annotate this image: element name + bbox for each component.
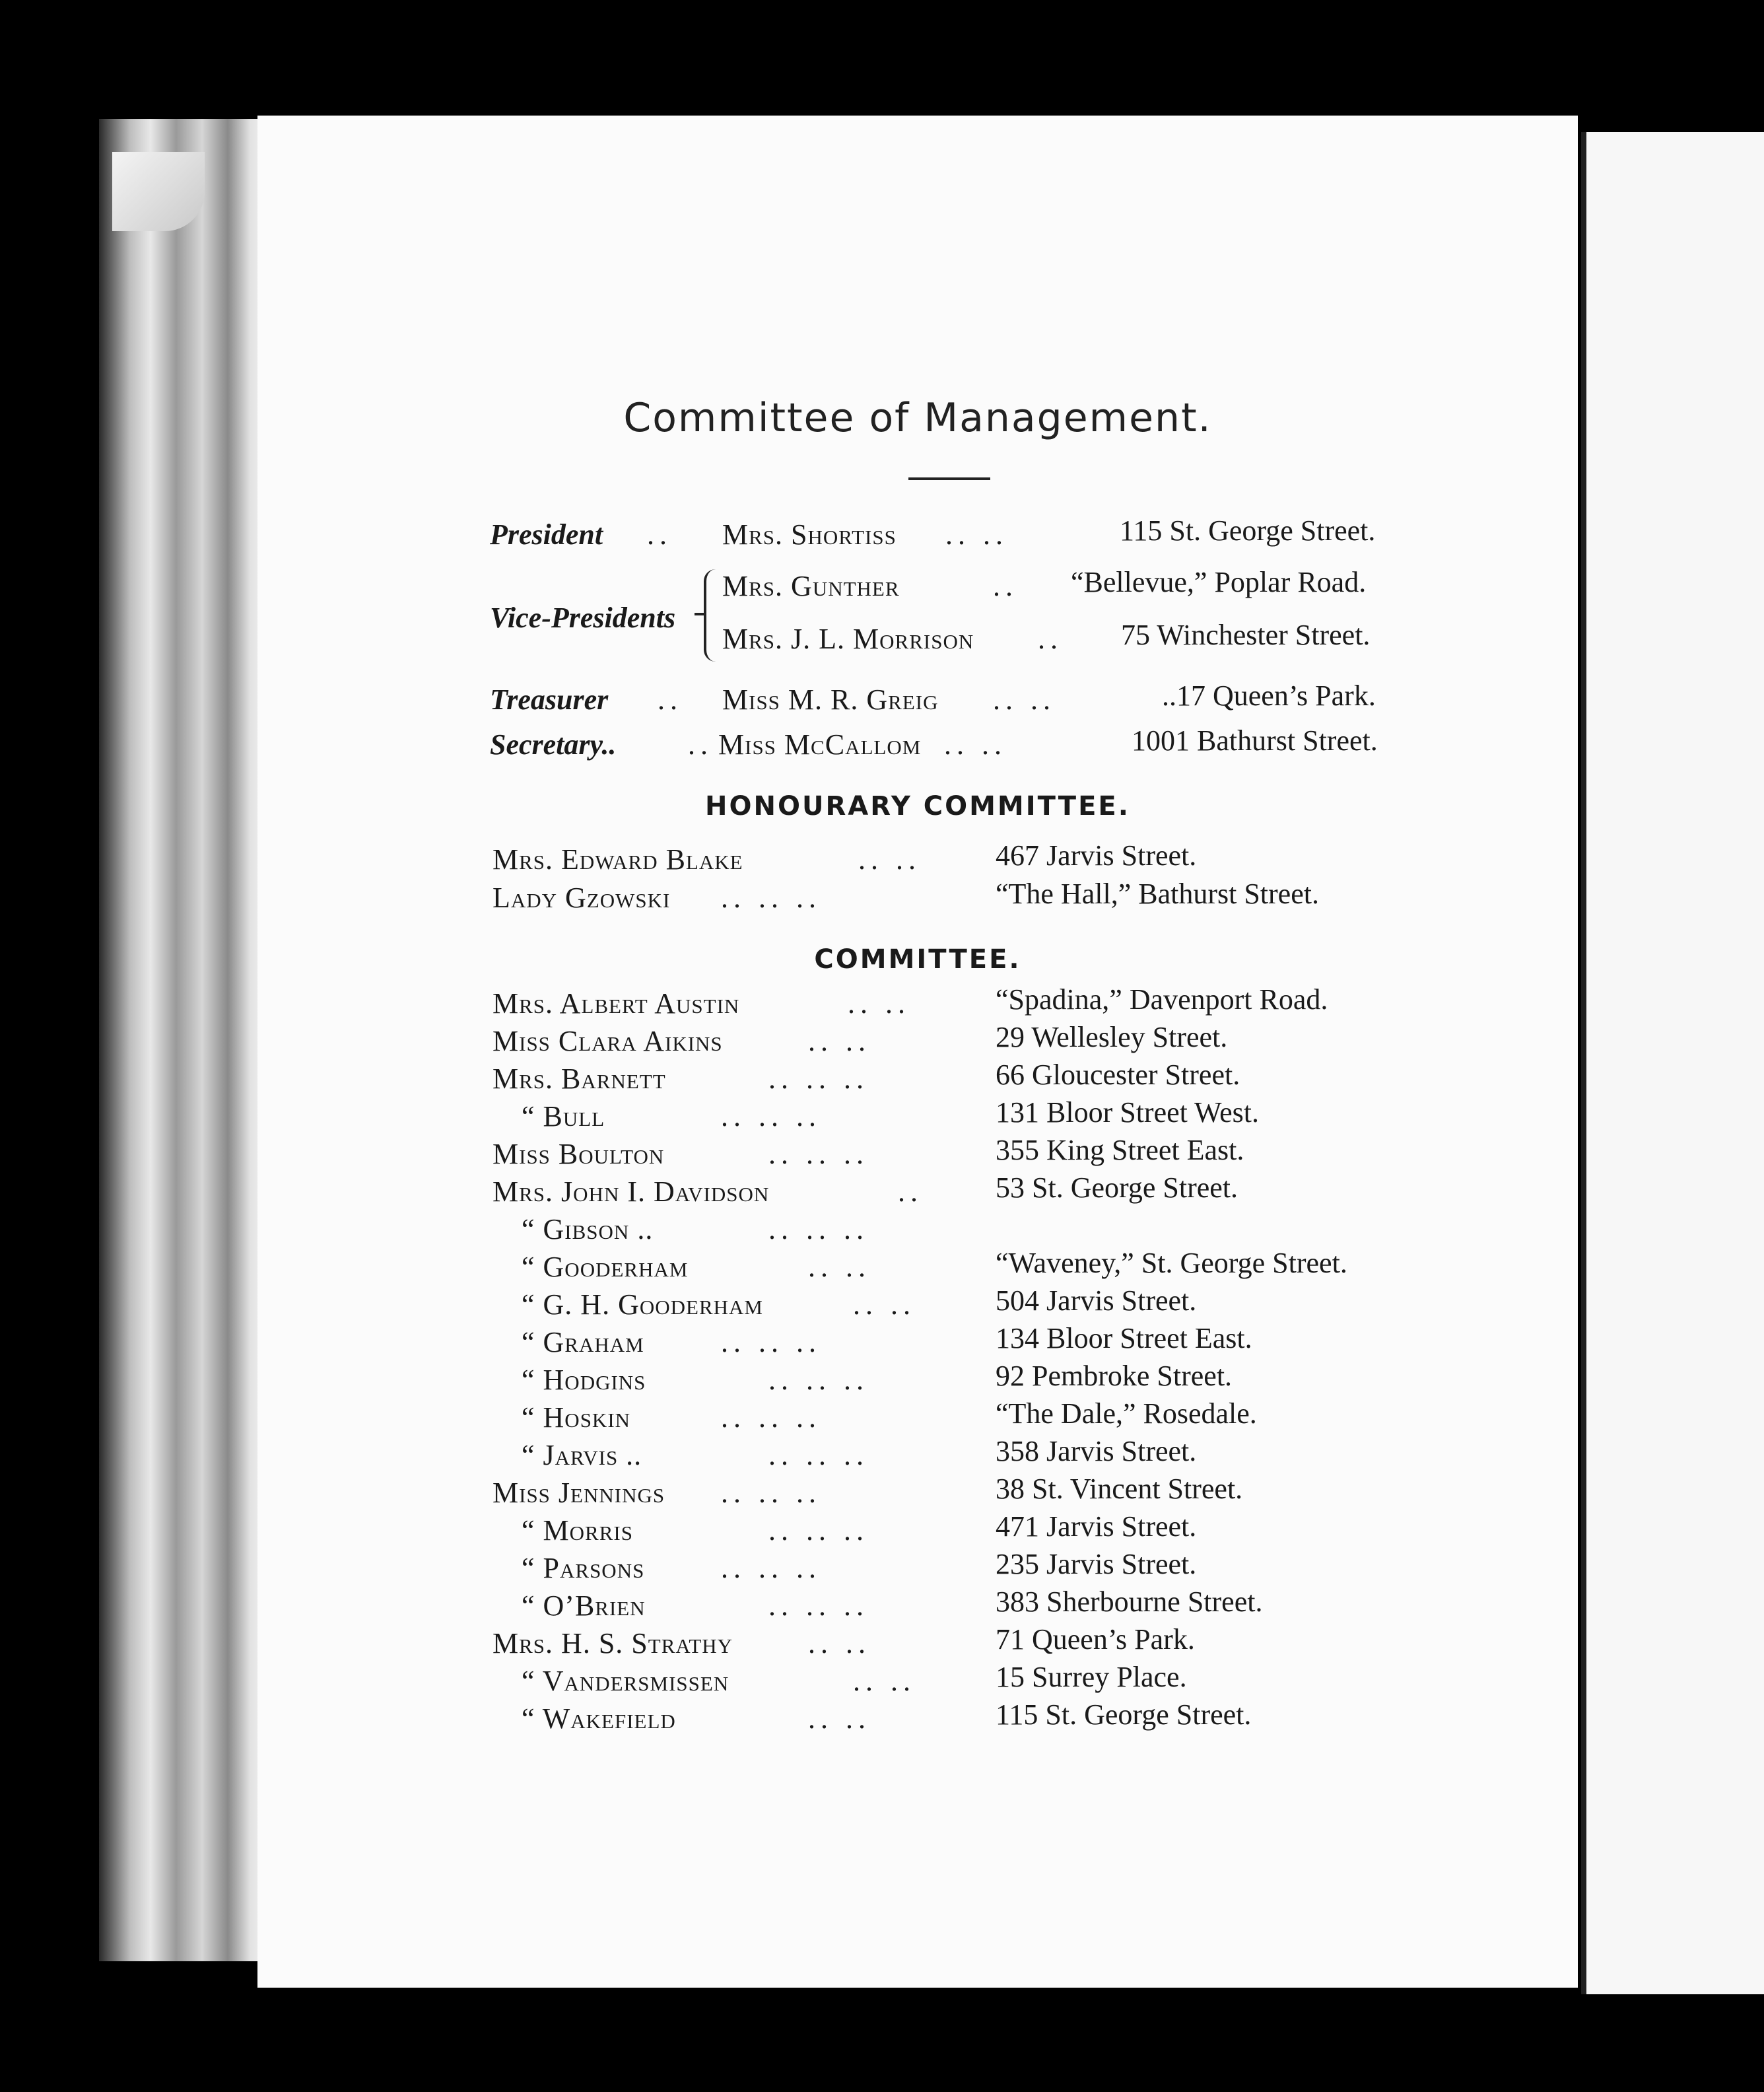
officer-dots: .. bbox=[993, 570, 1018, 602]
officer-address: 1001 Bathurst Street. bbox=[1132, 724, 1378, 757]
committee-member-address: 115 St. George Street. bbox=[996, 1698, 1252, 1731]
honourary-member-name: Mrs. Edward Blake bbox=[492, 843, 743, 876]
committee-dots: .. bbox=[898, 1175, 923, 1208]
committee-member-name: “ Morris bbox=[522, 1514, 633, 1547]
committee-member-name: “ Gooderham bbox=[522, 1251, 689, 1283]
officer-name: Mrs. Shortiss bbox=[722, 518, 897, 551]
committee-member-address: 235 Jarvis Street. bbox=[996, 1548, 1197, 1580]
officer-name: Miss M. R. Greig bbox=[722, 683, 939, 716]
committee-member-name: Miss Clara Aikins bbox=[492, 1025, 723, 1057]
committee-member-name: “ Wakefield bbox=[522, 1702, 676, 1735]
committee-dots: .. .. bbox=[853, 1665, 916, 1697]
committee-dots: .. .. .. bbox=[721, 1477, 821, 1509]
officer-dots: .. bbox=[647, 518, 672, 551]
officer-address: 75 Winchester Street. bbox=[1121, 619, 1371, 651]
officer-role-secretary: Secretary.. bbox=[490, 728, 617, 761]
committee-dots: .. .. .. bbox=[721, 1552, 821, 1584]
committee-member-name: “ G. H. Gooderham bbox=[522, 1288, 763, 1321]
committee-member-address: 383 Sherbourne Street. bbox=[996, 1586, 1263, 1618]
brace-tip bbox=[695, 613, 705, 615]
page-title: Committee of Management. bbox=[623, 395, 1212, 441]
committee-member-address: 66 Gloucester Street. bbox=[996, 1059, 1240, 1091]
officer-dots: .. .. bbox=[944, 728, 1007, 761]
committee-member-name: “ Parsons bbox=[522, 1552, 645, 1584]
honourary-member-address: “The Hall,” Bathurst Street. bbox=[996, 878, 1319, 910]
committee-dots: .. .. bbox=[808, 1251, 871, 1283]
officer-role-vice-presidents: Vice-Presidents bbox=[490, 602, 676, 634]
honourary-member-address: 467 Jarvis Street. bbox=[996, 839, 1197, 872]
committee-member-address: 53 St. George Street. bbox=[996, 1171, 1238, 1204]
committee-dots: .. .. .. bbox=[768, 1514, 869, 1547]
committee-member-name: Mrs. John I. Davidson bbox=[492, 1175, 770, 1208]
committee-member-address: 504 Jarvis Street. bbox=[996, 1284, 1197, 1317]
committee-dots: .. .. .. bbox=[768, 1589, 869, 1622]
committee-member-name: Mrs. Barnett bbox=[492, 1063, 666, 1095]
committee-dots: .. .. bbox=[808, 1025, 871, 1057]
committee-dots: .. .. bbox=[848, 987, 910, 1020]
honourary-dots: .. .. .. bbox=[721, 882, 821, 914]
committee-dots: .. .. .. bbox=[768, 1439, 869, 1471]
committee-member-name: “ Gibson .. bbox=[522, 1213, 654, 1245]
honourary-member-name: Lady Gzowski bbox=[492, 882, 671, 914]
book-page-edges bbox=[99, 119, 271, 1961]
committee-member-address: 92 Pembroke Street. bbox=[996, 1360, 1233, 1392]
committee-member-address: 355 King Street East. bbox=[996, 1134, 1244, 1166]
honourary-committee-heading: HONOURARY COMMITTEE. bbox=[705, 791, 1130, 821]
committee-member-name: Mrs. Albert Austin bbox=[492, 987, 740, 1020]
officer-dots: .. .. bbox=[945, 518, 1008, 551]
committee-member-address: 15 Surrey Place. bbox=[996, 1661, 1187, 1693]
facing-page-edge bbox=[1581, 132, 1764, 1994]
committee-member-address: 71 Queen’s Park. bbox=[996, 1623, 1195, 1656]
committee-member-name: “ Hodgins bbox=[522, 1364, 646, 1396]
committee-dots: .. .. bbox=[808, 1702, 871, 1735]
committee-member-address: “Spadina,” Davenport Road. bbox=[996, 983, 1328, 1016]
title-rule bbox=[908, 477, 990, 480]
committee-dots: .. .. .. bbox=[768, 1138, 869, 1170]
officer-name: Miss McCallom bbox=[718, 728, 922, 761]
committee-member-name: Miss Jennings bbox=[492, 1477, 665, 1509]
officer-role-president: President bbox=[490, 518, 603, 551]
page-curl bbox=[112, 152, 205, 231]
committee-member-address: 471 Jarvis Street. bbox=[996, 1510, 1197, 1543]
committee-member-address: 29 Wellesley Street. bbox=[996, 1021, 1228, 1053]
officer-address: “Bellevue,” Poplar Road. bbox=[1071, 566, 1367, 598]
officer-name: Mrs. J. L. Morrison bbox=[722, 623, 974, 655]
committee-member-name: “ O’Brien bbox=[522, 1589, 646, 1622]
committee-dots: .. .. .. bbox=[768, 1063, 869, 1095]
officer-dots: .. bbox=[1038, 623, 1063, 655]
committee-member-address: 134 Bloor Street East. bbox=[996, 1322, 1252, 1354]
officer-dots: .. bbox=[658, 683, 683, 716]
officer-dots: .. bbox=[688, 728, 713, 761]
committee-member-address: 131 Bloor Street West. bbox=[996, 1096, 1259, 1129]
officer-name: Mrs. Gunther bbox=[722, 570, 900, 602]
committee-dots: .. .. bbox=[808, 1627, 871, 1659]
committee-dots: .. .. .. bbox=[721, 1401, 821, 1434]
officer-address: ..17 Queen’s Park. bbox=[1162, 680, 1376, 712]
committee-member-name: “ Hoskin bbox=[522, 1401, 631, 1434]
committee-heading: COMMITTEE. bbox=[814, 944, 1021, 975]
officer-dots: .. .. bbox=[993, 683, 1056, 716]
committee-dots: .. .. .. bbox=[721, 1100, 821, 1133]
committee-member-address: “Waveney,” St. George Street. bbox=[996, 1247, 1347, 1279]
officer-address: 115 St. George Street. bbox=[1120, 514, 1376, 547]
officer-role-treasurer: Treasurer bbox=[490, 683, 609, 716]
committee-dots: .. .. .. bbox=[768, 1364, 869, 1396]
honourary-dots: .. .. bbox=[858, 843, 921, 876]
committee-member-name: Mrs. H. S. Strathy bbox=[492, 1627, 733, 1659]
committee-member-name: “ Jarvis .. bbox=[522, 1439, 642, 1471]
committee-dots: .. .. .. bbox=[768, 1213, 869, 1245]
committee-member-name: Miss Boulton bbox=[492, 1138, 665, 1170]
brace-symbol bbox=[704, 569, 724, 662]
committee-member-address: 358 Jarvis Street. bbox=[996, 1435, 1197, 1467]
committee-member-name: “ Bull bbox=[522, 1100, 605, 1133]
committee-dots: .. .. .. bbox=[721, 1326, 821, 1358]
committee-member-address: 38 St. Vincent Street. bbox=[996, 1473, 1243, 1505]
committee-member-address: “The Dale,” Rosedale. bbox=[996, 1397, 1257, 1430]
committee-member-name: “ Vandersmissen bbox=[522, 1665, 729, 1697]
committee-member-name: “ Graham bbox=[522, 1326, 644, 1358]
committee-dots: .. .. bbox=[853, 1288, 916, 1321]
